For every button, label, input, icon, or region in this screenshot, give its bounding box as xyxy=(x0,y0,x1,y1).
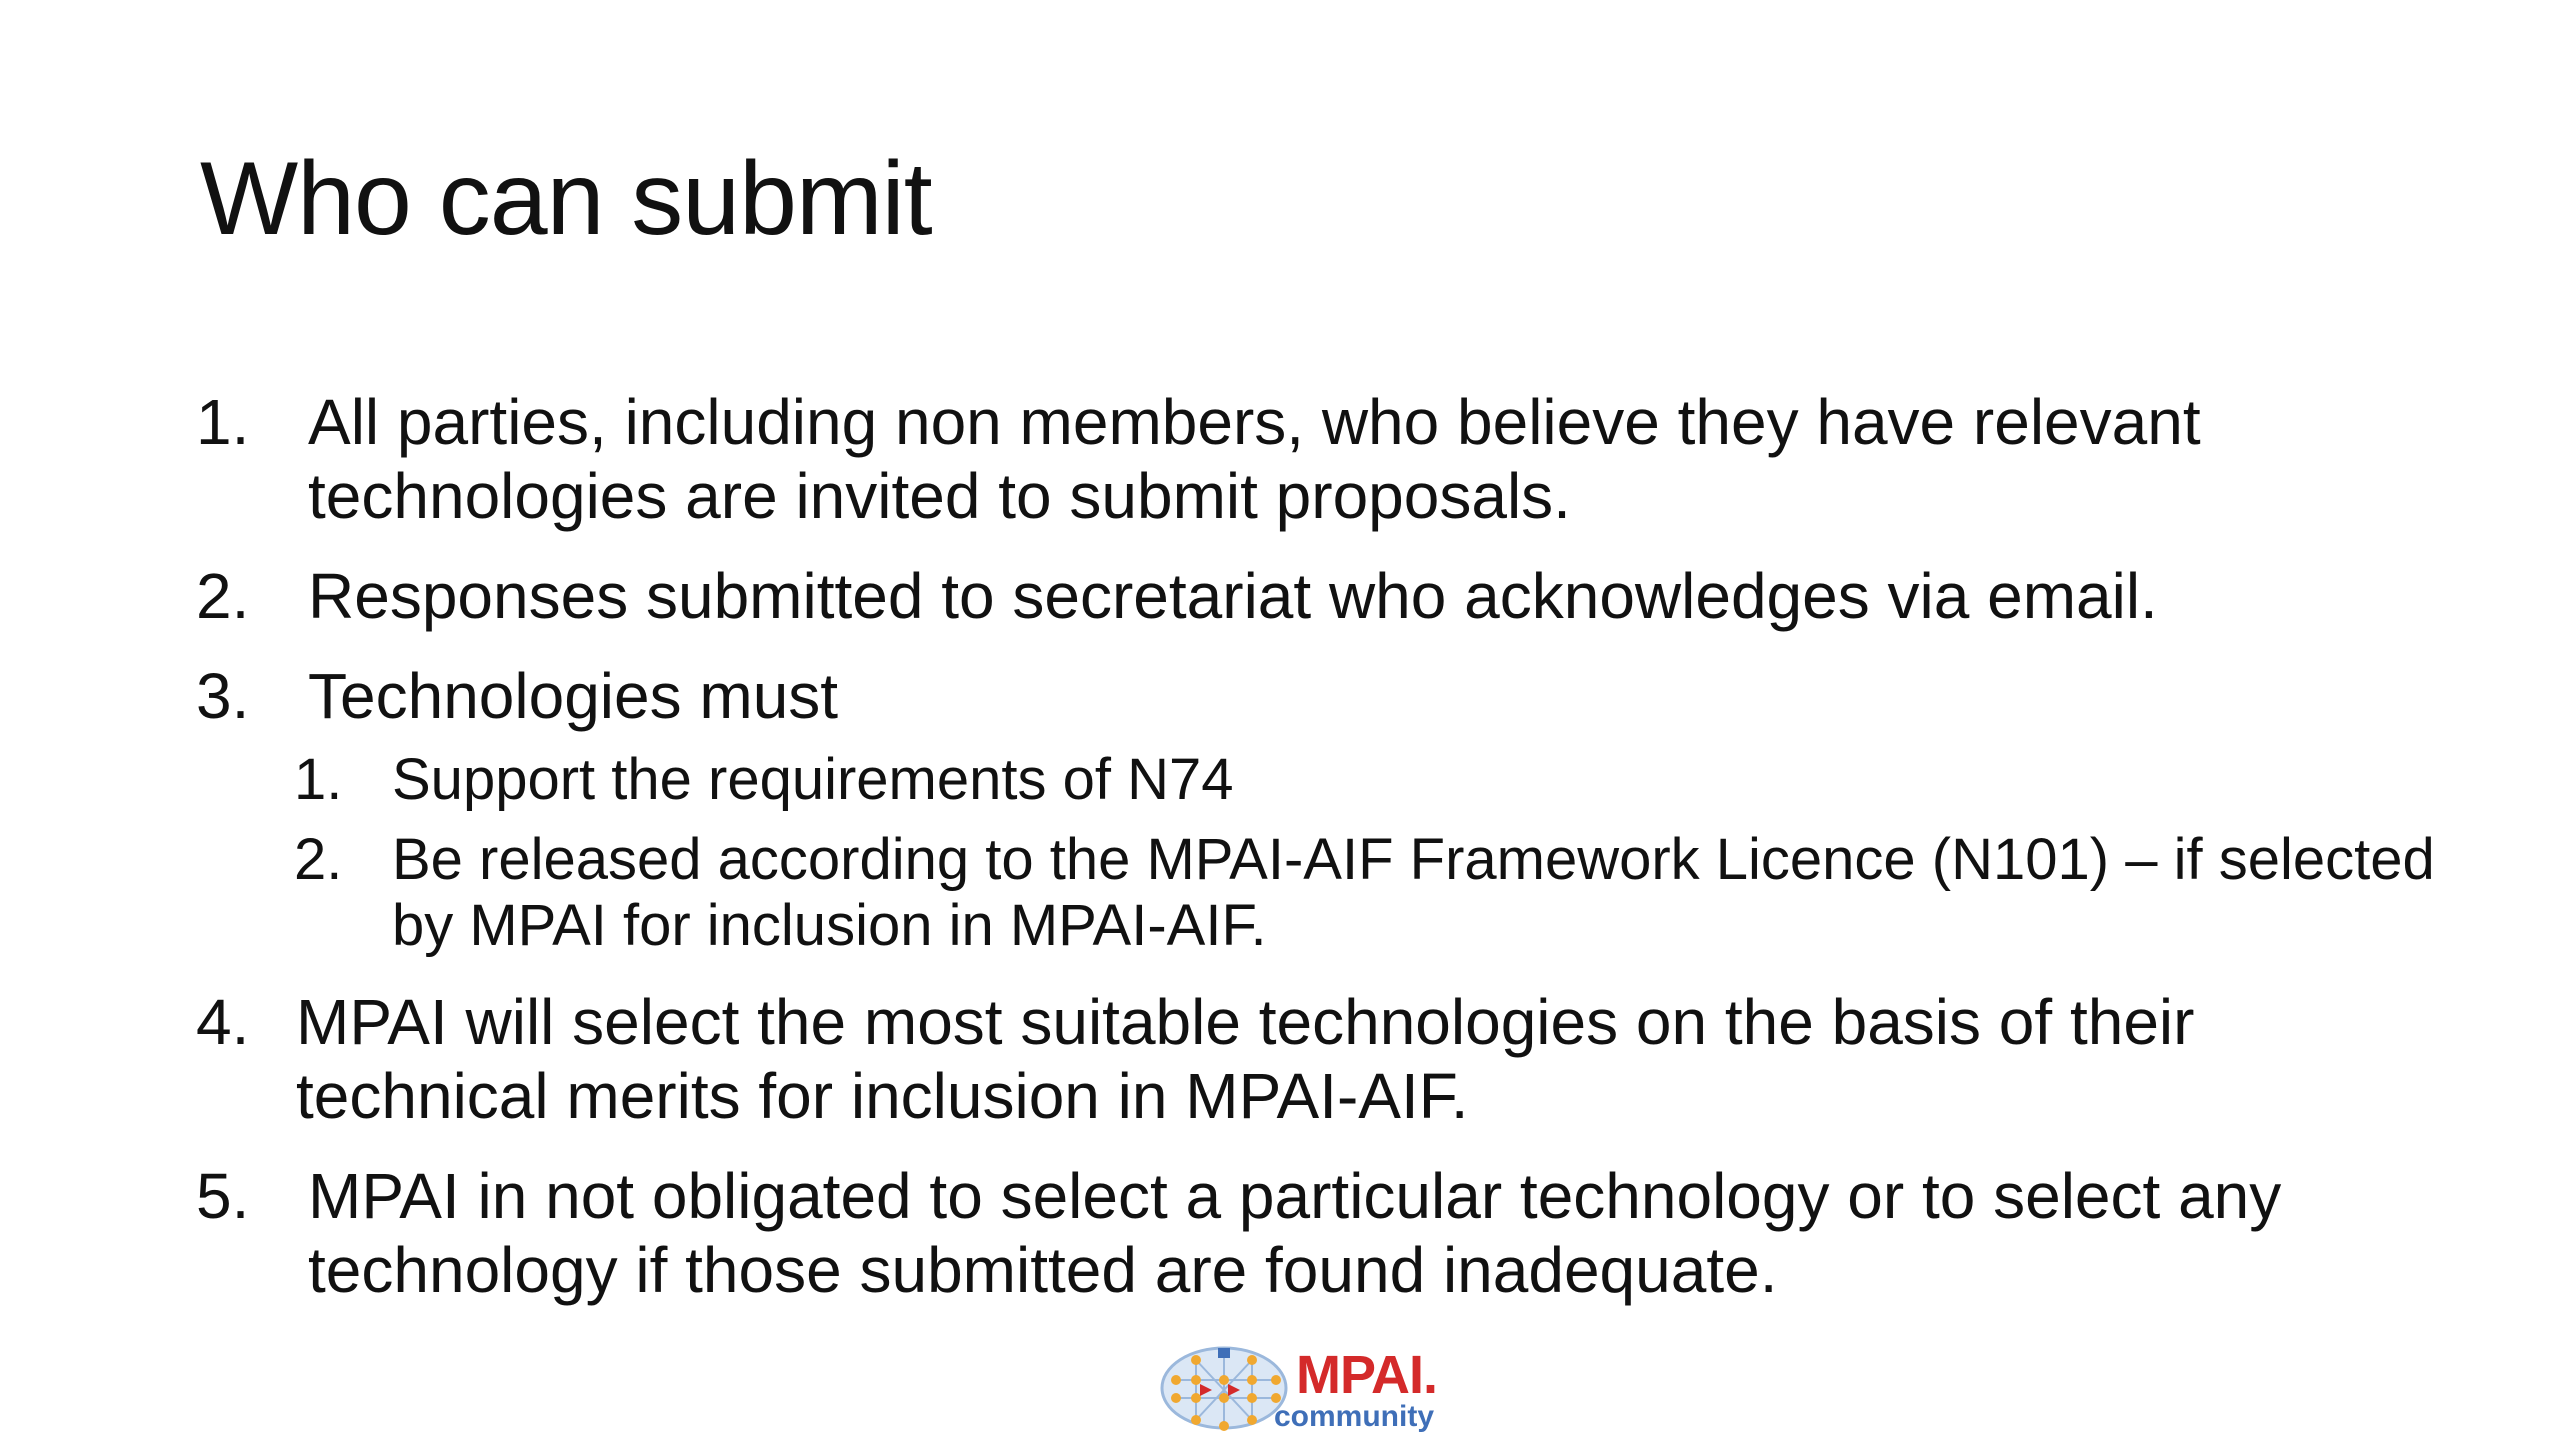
list-item-4 xyxy=(196,985,2436,1133)
list-item-2 xyxy=(196,559,2436,633)
logo-name: MPAI. xyxy=(1296,1345,1437,1405)
numbered-list xyxy=(196,385,2436,1333)
list-item-3 xyxy=(196,659,2436,959)
list-number: 3. xyxy=(196,660,250,732)
mpai-logo xyxy=(1156,1340,1446,1436)
list-number: 2. xyxy=(196,560,250,632)
list-number: 5. xyxy=(196,1160,250,1232)
sub-list-text: Be released according to the MPAI-AIF Framework Licence (N101) – if selected by MPAI for inclusion in MPAI-AIF. xyxy=(392,827,2435,958)
sub-list-item-1 xyxy=(196,747,2436,813)
list-number: 4. xyxy=(196,986,250,1058)
sub-list-number: 2. xyxy=(294,827,343,892)
list-item-5 xyxy=(196,1159,2436,1307)
logo-sub: community xyxy=(1274,1400,1435,1433)
list-text: All parties, including non members, who believe they have relevant technologies are invited to submit proposals. xyxy=(308,386,2201,532)
list-text: MPAI in not obligated to select a particular technology or to select any technology if those submitted are found inadequate. xyxy=(308,1160,2282,1306)
list-item-1 xyxy=(196,385,2436,533)
list-text: Responses submitted to secretariat who acknowledges via email. xyxy=(308,560,2158,632)
list-text: MPAI will select the most suitable technologies on the basis of their technical merits for inclusion in MPAI-AIF. xyxy=(296,986,2195,1132)
list-text: Technologies must xyxy=(308,660,839,732)
sub-list-number: 1. xyxy=(294,747,343,812)
sub-list-item-2 xyxy=(196,827,2436,959)
list-number: 1. xyxy=(196,386,250,458)
sub-list-text: Support the requirements of N74 xyxy=(392,747,1234,812)
slide-title: Who can submit xyxy=(200,141,932,257)
